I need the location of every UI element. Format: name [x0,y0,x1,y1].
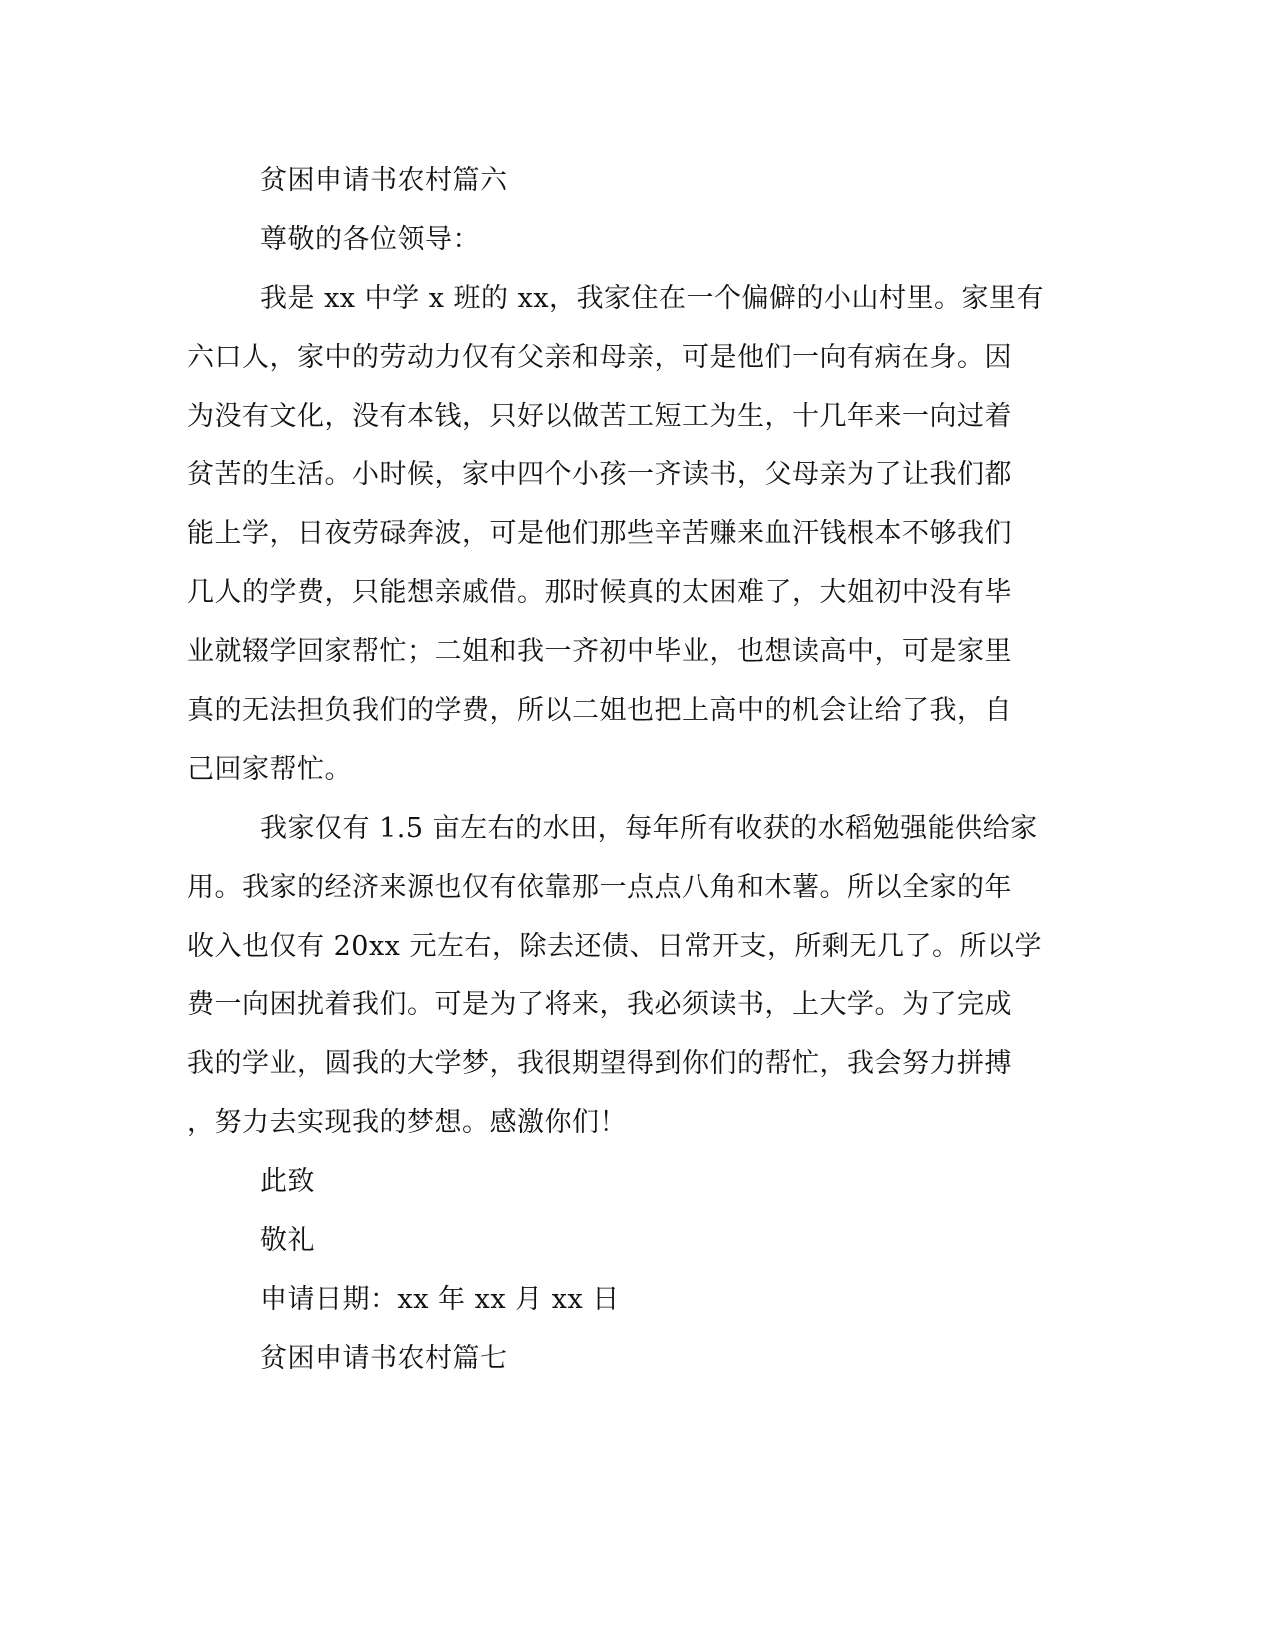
paragraph-line: 业就辍学回家帮忙；二姐和我一齐初中毕业，也想读高中，可是家里 [187,636,1012,667]
closing-line: 此致 [260,1166,315,1197]
paragraph-line: 为没有文化，没有本钱，只好以做苦工短工为生，十几年来一向过着 [187,401,1012,432]
paragraph-line: 几人的学费，只能想亲戚借。那时候真的太困难了，大姐初中没有毕 [187,577,1012,608]
paragraph-line: 费一向困扰着我们。可是为了将来，我必须读书，上大学。为了完成 [187,989,1012,1020]
paragraph-line: 能上学，日夜劳碌奔波，可是他们那些辛苦赚来血汗钱根本不够我们 [187,518,1012,549]
document-heading: 贫困申请书农村篇六 [260,165,508,196]
document-heading: 贫困申请书农村篇七 [260,1343,508,1374]
paragraph-line: 我的学业，圆我的大学梦，我很期望得到你们的帮忙，我会努力拼搏 [187,1048,1012,1079]
paragraph-line: 用。我家的经济来源也仅有依靠那一点点八角和木薯。所以全家的年 [187,872,1012,903]
paragraph-line: 己回家帮忙。 [187,754,352,785]
paragraph-line: 贫苦的生活。小时候，家中四个小孩一齐读书，父母亲为了让我们都 [187,459,1012,490]
paragraph-line: 真的无法担负我们的学费，所以二姐也把上高中的机会让给了我，自 [187,695,1012,726]
application-date: 申请日期：xx 年 xx 月 xx 日 [260,1284,620,1315]
paragraph-line: 六口人，家中的劳动力仅有父亲和母亲，可是他们一向有病在身。因 [187,342,1012,373]
paragraph-line: ，努力去实现我的梦想。感激你们！ [187,1107,627,1138]
closing-line: 敬礼 [260,1225,315,1256]
paragraph-line: 收入也仅有 20xx 元左右，除去还债、日常开支，所剩无几了。所以学 [187,931,1042,962]
paragraph-line: 我家仅有 1.5 亩左右的水田，每年所有收获的水稻勉强能供给家 [260,813,1038,844]
salutation: 尊敬的各位领导： [260,224,480,255]
paragraph-line: 我是 xx 中学 x 班的 xx，我家住在一个偏僻的小山村里。家里有 [260,283,1045,314]
